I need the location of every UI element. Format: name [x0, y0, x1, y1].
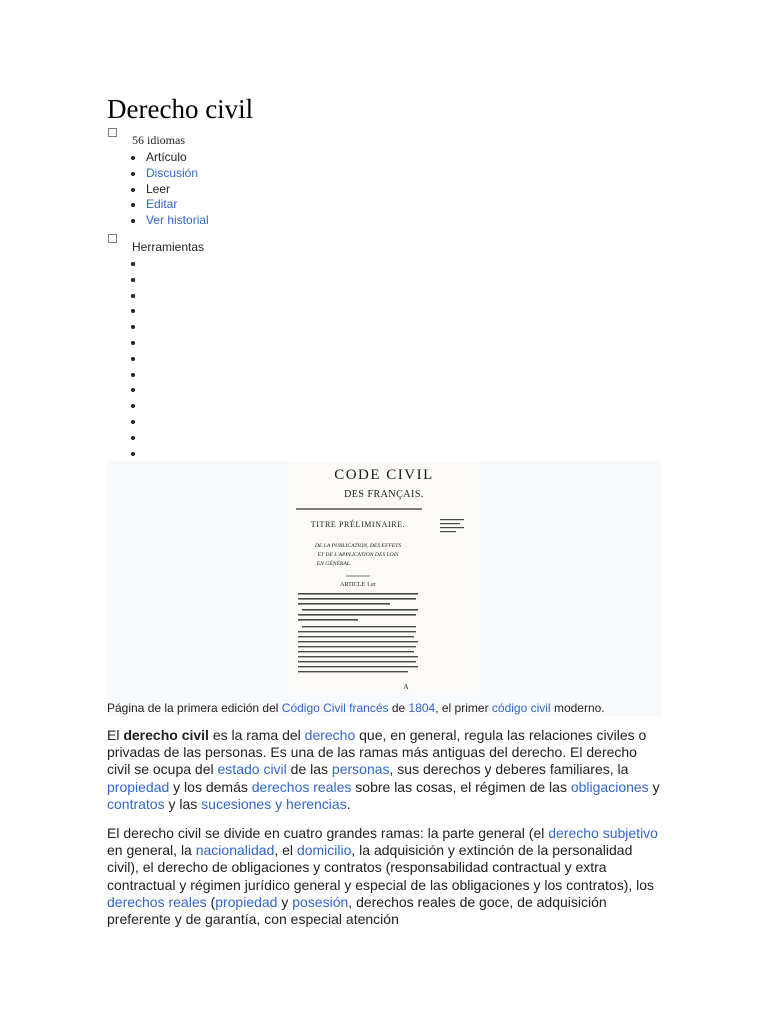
scan-subtitle-3: EN GÉNÉRAL. [316, 561, 352, 567]
figure [107, 461, 662, 716]
link-nacionalidad[interactable]: nacionalidad [195, 842, 275, 859]
paragraph-text: es la rama del [208, 727, 305, 743]
tools-item[interactable] [128, 398, 146, 414]
caption-text: Página de la primera edición del [107, 701, 282, 715]
code-civil-scan-svg [290, 461, 478, 693]
intro-paragraph [107, 727, 662, 813]
scan-subheading: DES FRANÇAIS. [344, 489, 424, 500]
link-domicilio[interactable]: domicilio [296, 842, 352, 859]
bold-term: derecho civil [123, 727, 209, 743]
tools-item[interactable] [128, 414, 146, 430]
nav-item-editar[interactable] [128, 197, 209, 213]
tools-item[interactable] [128, 303, 146, 319]
nav-item-articulo[interactable] [128, 150, 209, 166]
code-civil-page-image[interactable] [290, 461, 478, 693]
caption-text: de [388, 701, 409, 715]
languages-button[interactable]: 56 idiomas [132, 133, 185, 147]
paragraph-text: sobre las cosas, el régimen de las [351, 778, 571, 795]
paragraph-text: y [277, 893, 293, 910]
paragraph-text: y las [164, 795, 202, 812]
link-estado-civil[interactable]: estado civil [217, 761, 287, 778]
caption-link-1804[interactable]: 1804 [408, 701, 436, 715]
figure-caption [107, 701, 605, 715]
tools-item[interactable] [128, 256, 146, 272]
link-contratos[interactable]: contratos [107, 795, 165, 812]
paragraph-text: El [107, 727, 124, 743]
nav-item-leer[interactable] [128, 182, 209, 198]
tools-item[interactable] [128, 446, 146, 462]
page-title: Derecho civil [107, 94, 254, 124]
link-derechos-reales[interactable]: derechos reales [251, 778, 352, 795]
scan-article: ARTICLE 1.er [340, 582, 376, 588]
paragraph-text: de las [286, 761, 332, 778]
tools-item[interactable] [128, 351, 146, 367]
scan-letter: A [403, 683, 409, 691]
nav-item-ver-historial[interactable] [128, 213, 209, 229]
paragraph-text: , sus derechos y deberes familiares, la [389, 761, 629, 778]
link-posesion[interactable]: posesión [292, 893, 349, 910]
tools-item[interactable] [128, 367, 146, 383]
paragraph-text: , el [274, 842, 297, 859]
link-propiedad[interactable]: propiedad [215, 893, 278, 910]
nav-item-label: Leer [146, 181, 171, 196]
languages-toggle-checkbox[interactable] [108, 128, 117, 137]
branches-paragraph [107, 825, 662, 928]
tools-item[interactable] [128, 335, 146, 351]
tools-button[interactable]: Herramientas [132, 240, 205, 254]
paragraph-text: y [648, 778, 660, 795]
nav-item-discusion[interactable] [128, 166, 209, 182]
link-derecho-subjetivo[interactable]: derecho subjetivo [548, 825, 658, 841]
link-derecho[interactable]: derecho [304, 727, 356, 743]
caption-link-codigo-civil[interactable]: código civil [491, 701, 551, 715]
tools-item[interactable] [128, 272, 146, 288]
link-propiedad[interactable]: propiedad [107, 778, 170, 795]
scan-subtitle-1: DE LA PUBLICATION, DES EFFETS [314, 543, 402, 549]
nav-item-label[interactable]: Editar [146, 197, 178, 212]
caption-text: , el primer [435, 701, 492, 715]
link-personas[interactable]: personas [331, 761, 390, 778]
paragraph-text: El derecho civil se divide en cuatro grandes ramas: la parte general (el [107, 825, 549, 841]
paragraph-text: . [346, 795, 351, 812]
tools-toggle-checkbox[interactable] [108, 234, 117, 243]
paragraph-text: ( [206, 893, 216, 910]
paragraph-text: y los demás [169, 778, 252, 795]
link-derechos-reales[interactable]: derechos reales [107, 893, 207, 910]
link-sucesiones-y-herencias[interactable]: sucesiones y herencias [201, 795, 347, 812]
paragraph-text: , derechos reales de goce, de adquisición preferente y de garantía, con especial atención [107, 893, 607, 928]
page-actions-menu [128, 150, 209, 229]
caption-text: moderno. [550, 701, 605, 715]
caption-link-codigo-civil-frances[interactable]: Código Civil francés [281, 701, 389, 715]
nav-item-label[interactable]: Ver historial [146, 213, 209, 228]
tools-item[interactable] [128, 288, 146, 304]
link-obligaciones[interactable]: obligaciones [570, 778, 649, 795]
scan-heading: CODE CIVIL [334, 467, 434, 483]
paragraph-text: en general, la [107, 842, 196, 859]
tools-item[interactable] [128, 319, 146, 335]
nav-item-label: Artículo [146, 150, 187, 164]
nav-item-label[interactable]: Discusión [146, 165, 199, 180]
scan-subtitle-2: ET DE L'APPLICATION DES LOIS [317, 552, 399, 558]
tools-item[interactable] [128, 382, 146, 398]
tools-menu [128, 256, 146, 461]
paragraph-text: , la adquisición y extinción de la personalidad civil), el derecho de obligaciones y contratos (responsabilidad contractual y extra contractual y régimen jurídico general y especial de las obligaciones y los contratos), los [107, 842, 655, 893]
scan-titre: TITRE PRÉLIMINAIRE. [310, 520, 406, 529]
paragraph-text: que, en general, regula las relaciones civiles o privadas de las personas. Es una de las ramas más antiguas del derecho. El derecho civil se ocupa del [107, 727, 647, 778]
tools-item[interactable] [128, 430, 146, 446]
